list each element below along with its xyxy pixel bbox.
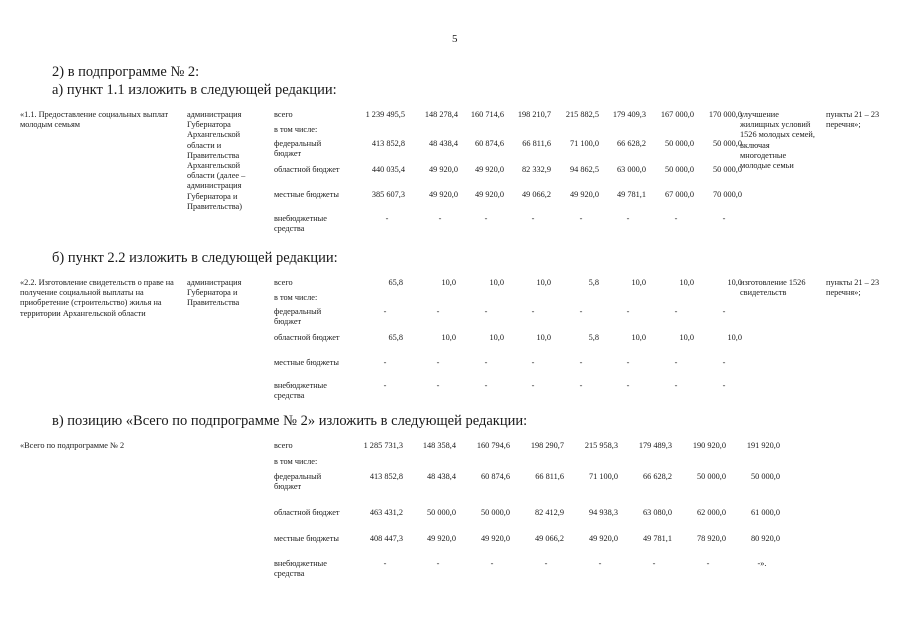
heading-item-2-2: б) пункт 2.2 изложить в следующей редакции: [52, 250, 338, 266]
value-cell: 49 066,2 [521, 190, 551, 199]
value-cell: 50 000,0 [712, 165, 742, 174]
value-cell: - [626, 358, 630, 367]
value-cell: 10,0 [536, 333, 551, 342]
value-cell: - [531, 381, 535, 390]
value-cell: - [436, 358, 440, 367]
value-cell: - [383, 307, 387, 316]
value-cell: 10,0 [631, 278, 646, 287]
value-cell: 413 852,8 [369, 472, 403, 481]
value-cell: 215 958,3 [584, 441, 618, 450]
value-cell: 60 874,6 [474, 139, 504, 148]
value-cell: 49 920,0 [588, 534, 618, 543]
row-label: местные бюджеты [274, 358, 339, 367]
value-cell: 67 000,0 [664, 190, 694, 199]
value-cell: - [385, 214, 389, 223]
row-label: всего [274, 278, 293, 287]
value-cell: 70 000,0 [712, 190, 742, 199]
value-cell: - [436, 559, 440, 568]
value-cell: 49 920,0 [428, 165, 458, 174]
value-cell: - [674, 381, 678, 390]
executor: администрация Губернатора Архангельской области и Правительства Архангельской области (далее – администрация Губернатора и Правительства) [187, 110, 246, 211]
value-cell: 50 000,0 [480, 508, 510, 517]
reference: пункты 21 – 23 перечня»; [826, 110, 880, 130]
value-cell: 10,0 [679, 333, 694, 342]
expected-result: улучшение жилищных условий 1526 молодых семей, включая многодетные молодые семьи [740, 110, 815, 171]
row-label: областной бюджет [274, 508, 340, 517]
value-cell: 1 239 495,5 [365, 110, 405, 119]
value-cell: - [674, 307, 678, 316]
value-cell: - [674, 358, 678, 367]
value-cell: 49 781,1 [642, 534, 672, 543]
value-cell: -». [757, 559, 767, 568]
value-cell: 48 438,4 [426, 472, 456, 481]
row-label: в том числе: [274, 457, 318, 466]
value-cell: 66 811,6 [535, 472, 564, 481]
value-cell: 50 000,0 [426, 508, 456, 517]
value-cell: 82 412,9 [534, 508, 564, 517]
value-cell: - [436, 381, 440, 390]
value-cell: 94 938,3 [588, 508, 618, 517]
value-cell: 50 000,0 [696, 472, 726, 481]
value-cell: 78 920,0 [696, 534, 726, 543]
value-cell: 198 210,7 [517, 110, 551, 119]
value-cell: 215 882,5 [565, 110, 599, 119]
row-label: внебюджетные средства [274, 559, 327, 579]
value-cell: 10,0 [727, 278, 742, 287]
value-cell: - [579, 358, 583, 367]
value-cell: 80 920,0 [750, 534, 780, 543]
value-cell: 50 000,0 [712, 139, 742, 148]
value-cell: 62 000,0 [696, 508, 726, 517]
value-cell: - [531, 214, 535, 223]
value-cell: 94 862,5 [569, 165, 599, 174]
value-cell: - [484, 307, 488, 316]
value-cell: 148 358,4 [422, 441, 456, 450]
value-cell: 10,0 [679, 278, 694, 287]
value-cell: 170 000,0 [708, 110, 742, 119]
value-cell: 49 920,0 [428, 190, 458, 199]
heading-total-position: в) позицию «Всего по подпрограмме № 2» изложить в следующей редакции: [52, 413, 528, 429]
value-cell: 50 000,0 [750, 472, 780, 481]
row-label: внебюджетные средства [274, 214, 327, 234]
value-cell: 63 000,0 [616, 165, 646, 174]
value-cell: 66 628,2 [616, 139, 646, 148]
value-cell: 148 278,4 [424, 110, 458, 119]
value-cell: 71 100,0 [569, 139, 599, 148]
value-cell: - [531, 358, 535, 367]
value-cell: - [579, 214, 583, 223]
page-number: 5 [452, 33, 458, 45]
row-label: внебюджетные средства [274, 381, 327, 401]
value-cell: 167 000,0 [660, 110, 694, 119]
measure-name: «Всего по подпрограмме № 2 [20, 441, 125, 450]
value-cell: 65,8 [388, 333, 403, 342]
value-cell: - [626, 214, 630, 223]
heading-item-1-1: а) пункт 1.1 изложить в следующей редакции: [52, 82, 337, 98]
value-cell: - [490, 559, 494, 568]
value-cell: 49 920,0 [569, 190, 599, 199]
value-cell: 60 874,6 [480, 472, 510, 481]
value-cell: - [722, 214, 726, 223]
value-cell: 10,0 [441, 278, 456, 287]
value-cell: 440 035,4 [371, 165, 405, 174]
measure-name: «1.1. Предоставление социальных выплат молодым семьям [20, 110, 169, 130]
value-cell: 385 607,3 [371, 190, 405, 199]
value-cell: 10,0 [489, 333, 504, 342]
row-label: в том числе: [274, 125, 318, 134]
value-cell: 5,8 [588, 278, 599, 287]
value-cell: - [383, 358, 387, 367]
reference: пункты 21 – 23 перечня»; [826, 278, 880, 298]
value-cell: 10,0 [441, 333, 456, 342]
value-cell: - [484, 214, 488, 223]
value-cell: - [652, 559, 656, 568]
row-label: федеральный бюджет [274, 139, 322, 159]
value-cell: - [579, 381, 583, 390]
value-cell: 82 332,9 [521, 165, 551, 174]
row-label: местные бюджеты [274, 534, 339, 543]
value-cell: 48 438,4 [428, 139, 458, 148]
value-cell: - [722, 381, 726, 390]
value-cell: - [383, 381, 387, 390]
value-cell: - [598, 559, 602, 568]
value-cell: 49 781,1 [616, 190, 646, 199]
executor: администрация Губернатора и Правительства [187, 278, 242, 308]
value-cell: 463 431,2 [369, 508, 403, 517]
value-cell: - [626, 381, 630, 390]
value-cell: 50 000,0 [664, 139, 694, 148]
value-cell: 66 811,6 [522, 139, 551, 148]
row-label: в том числе: [274, 293, 318, 302]
value-cell: 179 409,3 [612, 110, 646, 119]
measure-name: «2.2. Изготовление свидетельств о праве на получение социальной выплаты на приобретение (строительство) жилья на территории Архангельской области [20, 278, 174, 318]
value-cell: - [544, 559, 548, 568]
value-cell: - [579, 307, 583, 316]
value-cell: - [626, 307, 630, 316]
value-cell: 179 489,3 [638, 441, 672, 450]
row-label: местные бюджеты [274, 190, 339, 199]
row-label: всего [274, 441, 293, 450]
value-cell: 65,8 [388, 278, 403, 287]
row-label: областной бюджет [274, 333, 340, 342]
value-cell: 190 920,0 [692, 441, 726, 450]
value-cell: 61 000,0 [750, 508, 780, 517]
value-cell: - [722, 358, 726, 367]
value-cell: 10,0 [536, 278, 551, 287]
value-cell: 49 920,0 [480, 534, 510, 543]
value-cell: 50 000,0 [664, 165, 694, 174]
value-cell: 5,8 [588, 333, 599, 342]
expected-result: изготовление 1526 свидетельств [740, 278, 806, 298]
value-cell: 413 852,8 [371, 139, 405, 148]
row-label: областной бюджет [274, 165, 340, 174]
value-cell: 63 080,0 [642, 508, 672, 517]
value-cell: 49 920,0 [426, 534, 456, 543]
value-cell: - [436, 307, 440, 316]
value-cell: 160 714,6 [470, 110, 504, 119]
value-cell: - [706, 559, 710, 568]
value-cell: 49 066,2 [534, 534, 564, 543]
row-label: всего [274, 110, 293, 119]
value-cell: 408 447,3 [369, 534, 403, 543]
value-cell: 10,0 [631, 333, 646, 342]
value-cell: - [674, 214, 678, 223]
value-cell: - [484, 381, 488, 390]
value-cell: - [484, 358, 488, 367]
row-label: федеральный бюджет [274, 307, 322, 327]
heading-subprogram-2: 2) в подпрограмме № 2: [52, 64, 200, 80]
value-cell: - [722, 307, 726, 316]
row-label: федеральный бюджет [274, 472, 322, 492]
value-cell: 10,0 [727, 333, 742, 342]
value-cell: - [383, 559, 387, 568]
value-cell: 198 290,7 [530, 441, 564, 450]
value-cell: 191 920,0 [746, 441, 780, 450]
value-cell: 49 920,0 [474, 165, 504, 174]
value-cell: 49 920,0 [474, 190, 504, 199]
value-cell: - [531, 307, 535, 316]
value-cell: 160 794,6 [476, 441, 510, 450]
value-cell: 71 100,0 [588, 472, 618, 481]
value-cell: 66 628,2 [642, 472, 672, 481]
value-cell: 1 285 731,3 [363, 441, 403, 450]
value-cell: 10,0 [489, 278, 504, 287]
value-cell: - [438, 214, 442, 223]
